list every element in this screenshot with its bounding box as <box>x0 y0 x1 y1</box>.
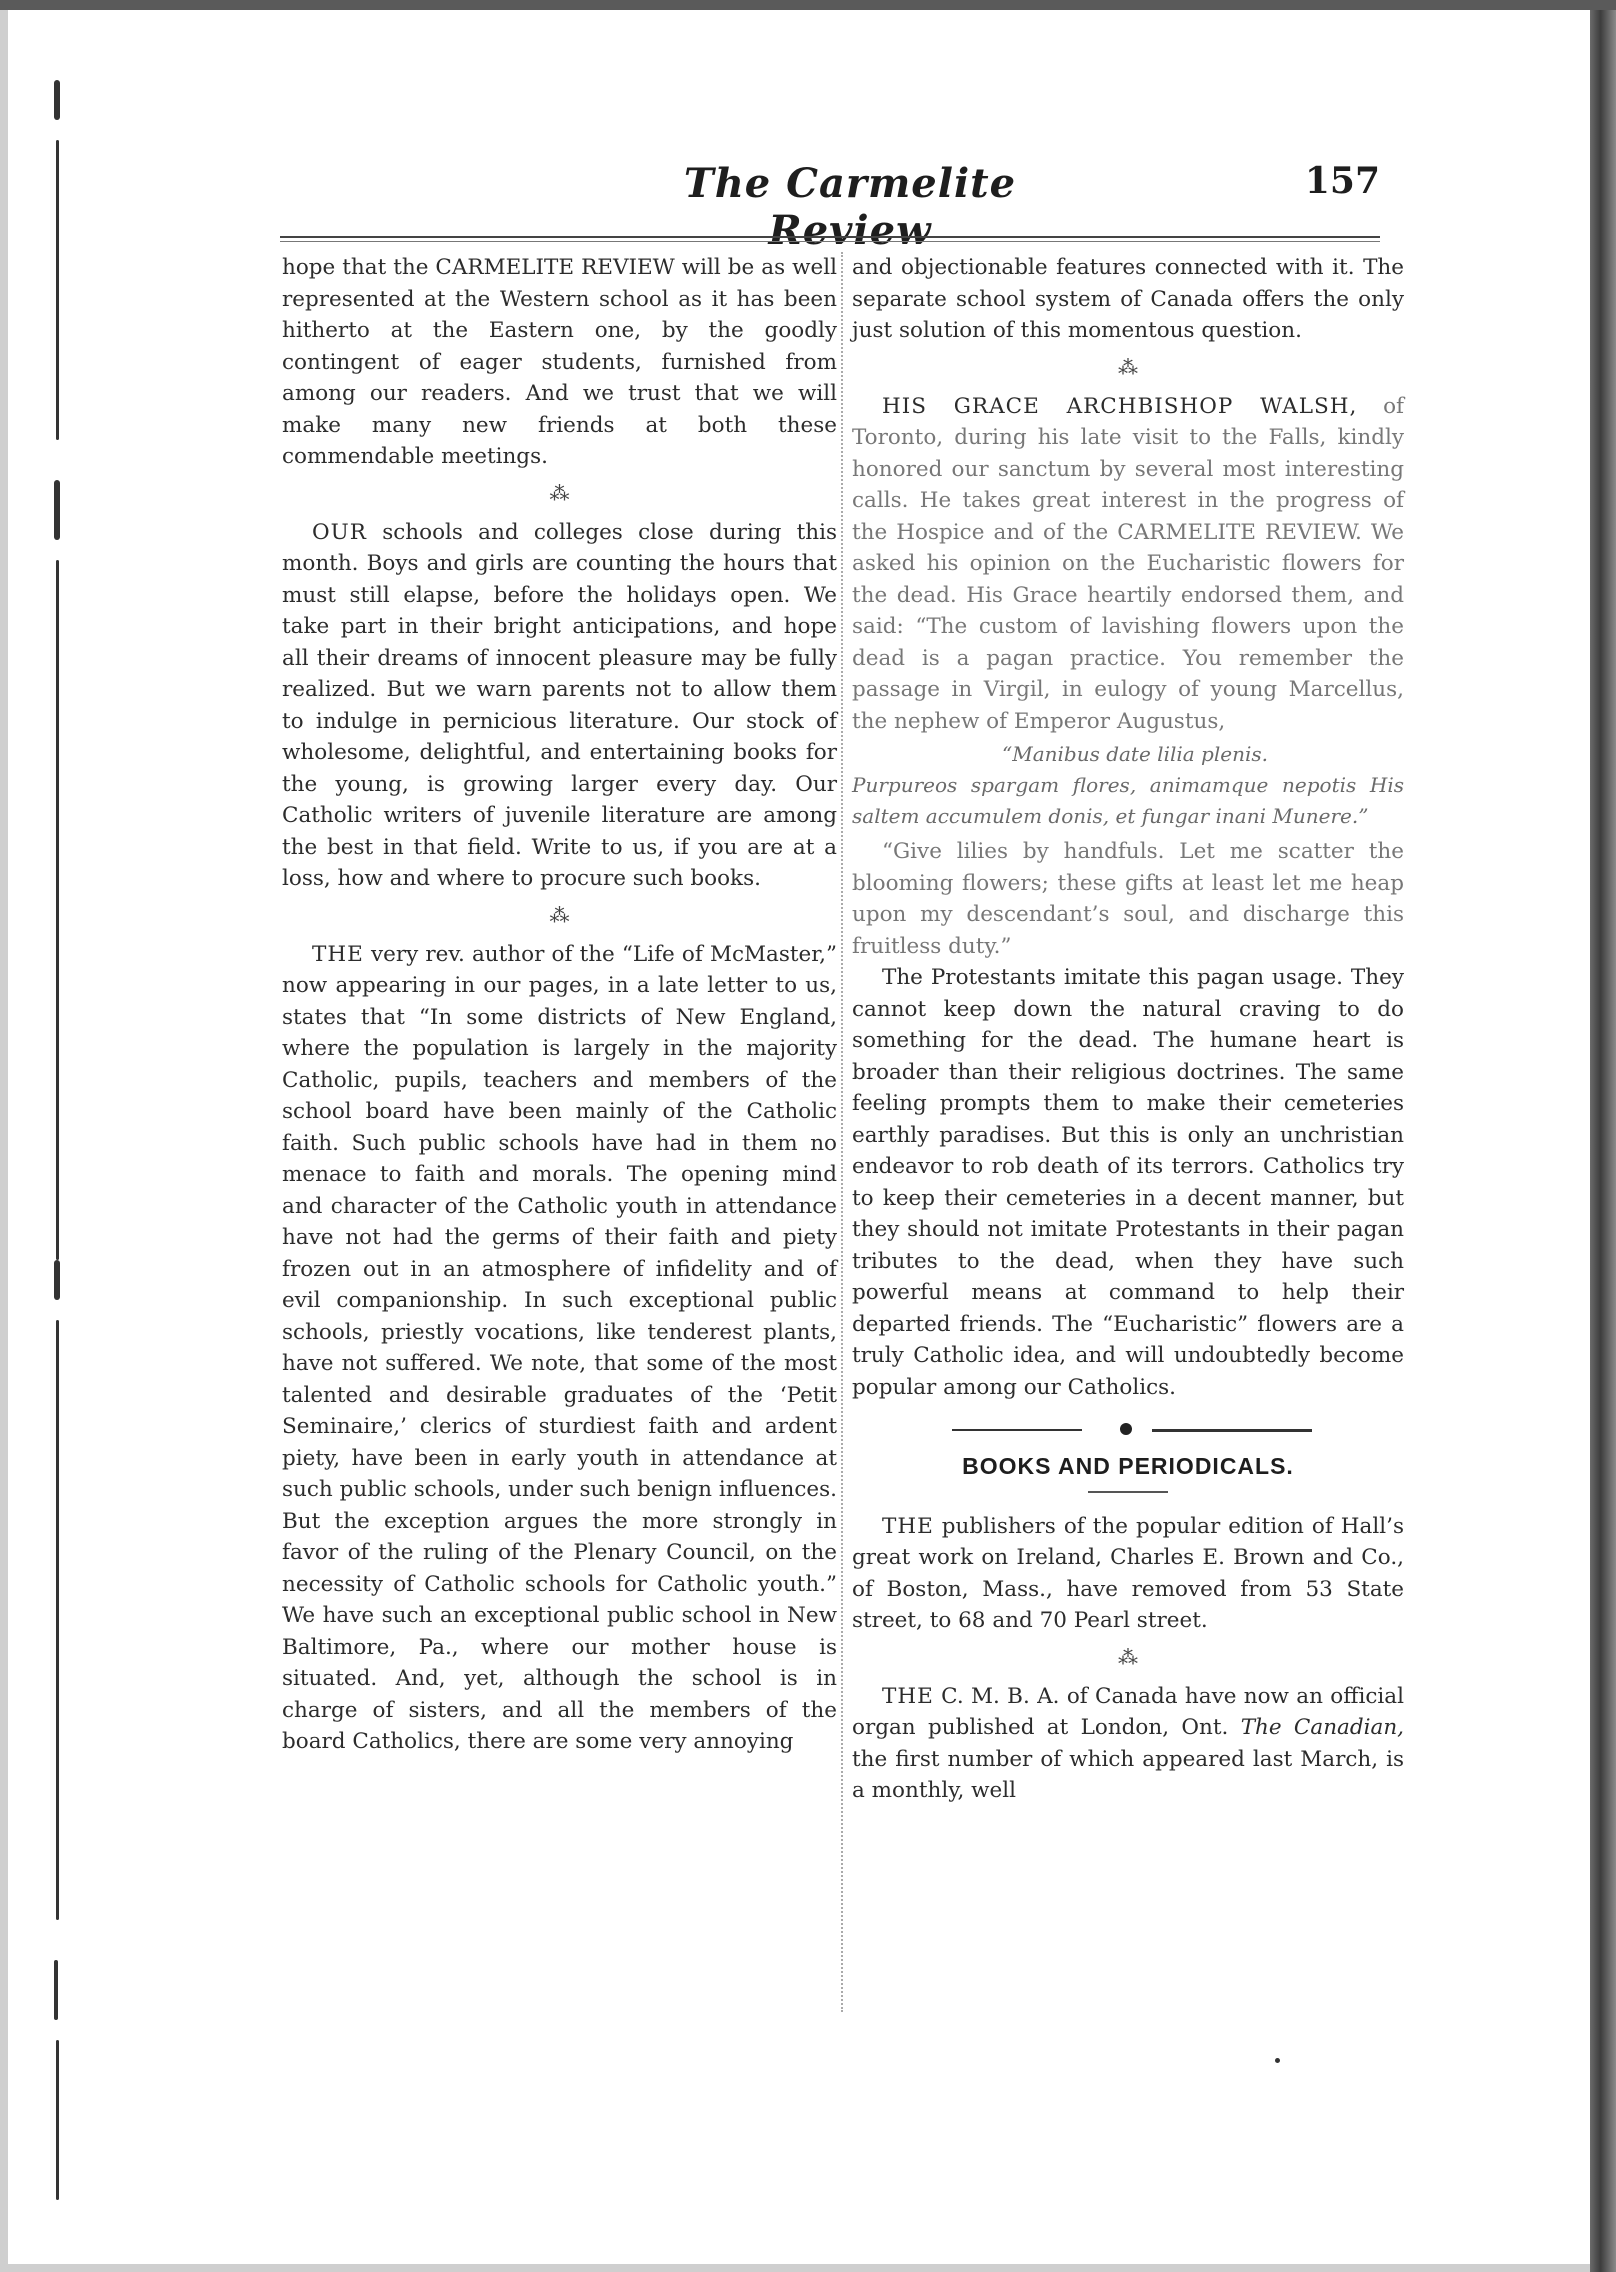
paragraph: hope that the CARMELITE REVIEW will be as well represented at the Western school as it has been hitherto at the Eastern one, by the goodly contingent of eager students, furnished from among our readers. And we trust that we will make many new friends at both these commendable meetings. <box>282 255 837 469</box>
lead-word: HIS GRACE ARCHBISHOP WALSH, <box>882 393 1358 419</box>
asterism: ⁂ <box>1118 1644 1138 1669</box>
paragraph <box>282 939 837 1758</box>
paragraph-body: the first number of which appeared last March, is a monthly, well <box>852 1746 1404 1803</box>
latin-verse <box>852 739 1404 832</box>
lead-word: THE <box>882 1513 934 1539</box>
column-divider <box>841 252 843 2012</box>
asterism: ⁂ <box>549 480 570 505</box>
section-heading: BOOKS AND PERIODICALS. <box>962 1453 1294 1479</box>
page-number: 157 <box>1304 160 1380 202</box>
paragraph <box>852 391 1404 738</box>
paragraph <box>282 517 837 895</box>
running-head <box>280 160 1380 254</box>
page-right-edge <box>1590 10 1616 2272</box>
paragraph-body: schools and colleges close during this month. Boys and girls are counting the hours that must still elapse, before the holidays open. We take part in their bright anticipations, and hope all their dreams of innocent pleasure may be fully realized. But we warn parents not to allow them to indulge in pernicious literature. Our stock of wholesome, delightful, and entertaining books for the young, is growing larger every day. Our Catholic writers of juvenile literature are among the best in that field. Write to us, if you are at a loss, how and where to procure such books. <box>282 519 837 891</box>
asterism: ⁂ <box>1118 354 1138 379</box>
verse-line: Purpureos spargam flores, animamque nepotis His saltem accumulem donis, et fungar inani Munere.” <box>852 773 1404 828</box>
lead-word: THE <box>882 1683 934 1709</box>
lead-word: THE <box>312 941 364 967</box>
print-speck <box>1275 2058 1280 2063</box>
section-ornament <box>852 1417 1404 1443</box>
binding-marks <box>48 80 68 2220</box>
paragraph-body: of Toronto, during his late visit to the Falls, kindly honored our sanctum by several most interesting calls. He takes great interest in the progress of the Hospice and of the CARMELITE REVIEW. We asked his opinion on the Eucharistic flowers for the dead. His Grace heartily endorsed them, and said: “The custom of lavishing flowers upon the dead is a pagan practice. You remember the passage in Virgil, in eulogy of young Marcellus, the nephew of Emperor Augustus, <box>852 393 1404 734</box>
paragraph-body: C. M. B. A. of Canada have now an official organ published at London, Ont. <box>852 1683 1404 1740</box>
paragraph: The Protestants imitate this pagan usage. They cannot keep down the natural craving to do something for the dead. The humane heart is broader than their religious doctrines. The same feeling prompts them to make their cemeteries earthly paradises. But this is only an unchristian endeavor to rob death of its terrors. Catholics try to keep their cemeteries in a decent manner, but they should not imitate Protestants in their pagan tributes to the dead, when they have such powerful means at command to help their departed friends. The “Eucharistic” flowers are a truly Catholic idea, and will undoubtedly become popular among our Catholics. <box>852 965 1404 1400</box>
right-column <box>852 252 1404 1807</box>
paragraph-body: very rev. author of the “Life of McMaster,” now appearing in our pages, in a late letter to us, states that “In some districts of New England, where the population is largely in the majority Catholic, pupils, teachers and members of the school board have been mainly of the Catholic faith. Such public schools have had in them no menace to faith and morals. The opening mind and character of the Catholic youth in attendance have not had the germs of their faith and piety frozen out in an atmosphere of infidelity and of evil companionship. In such exceptional public schools, priestly vocations, like tenderest plants, have not suffered. We note, that some of the most talented and desirable graduates of the ‘Petit Seminaire,’ clerics of sturdiest faith and ardent piety, have been in early youth in attendance at such public schools, under such benign influences. But the exception argues the more strongly in favor of the ruling of the Plenary Council, on the necessity of Catholic schools for Catholic youth.” We have such an exceptional public school in New Baltimore, Pa., where our mother house is situated. And, yet, although the school is in charge of sisters, and all the members of the board Catholics, there are some very annoying <box>282 941 837 1754</box>
journal-title: The Carmelite Review <box>683 160 1017 254</box>
header-rule <box>280 236 1380 242</box>
publication-title: The Canadian, <box>1240 1715 1405 1740</box>
paragraph <box>852 1511 1404 1637</box>
lead-word: OUR <box>312 519 367 545</box>
scan-top-edge <box>0 0 1616 10</box>
verse-line: “Manibus date lilia plenis. <box>1002 742 1268 766</box>
heading-rule <box>1088 1491 1168 1493</box>
asterism: ⁂ <box>549 902 570 927</box>
paragraph <box>852 1681 1404 1807</box>
paragraph: “Give lilies by handfuls. Let me scatter the blooming flowers; these gifts at least let me heap upon my descendant’s soul, and discharge this fruitless duty.” <box>852 839 1404 959</box>
paragraph: and objectionable features connected with it. The separate school system of Canada offers the only just solution of this momentous question. <box>852 255 1404 343</box>
paragraph-body: publishers of the popular edition of Hall’s great work on Ireland, Charles E. Brown and Co., of Boston, Mass., have removed from 53 State street, to 68 and 70 Pearl street. <box>852 1513 1404 1633</box>
left-column <box>282 252 837 1758</box>
